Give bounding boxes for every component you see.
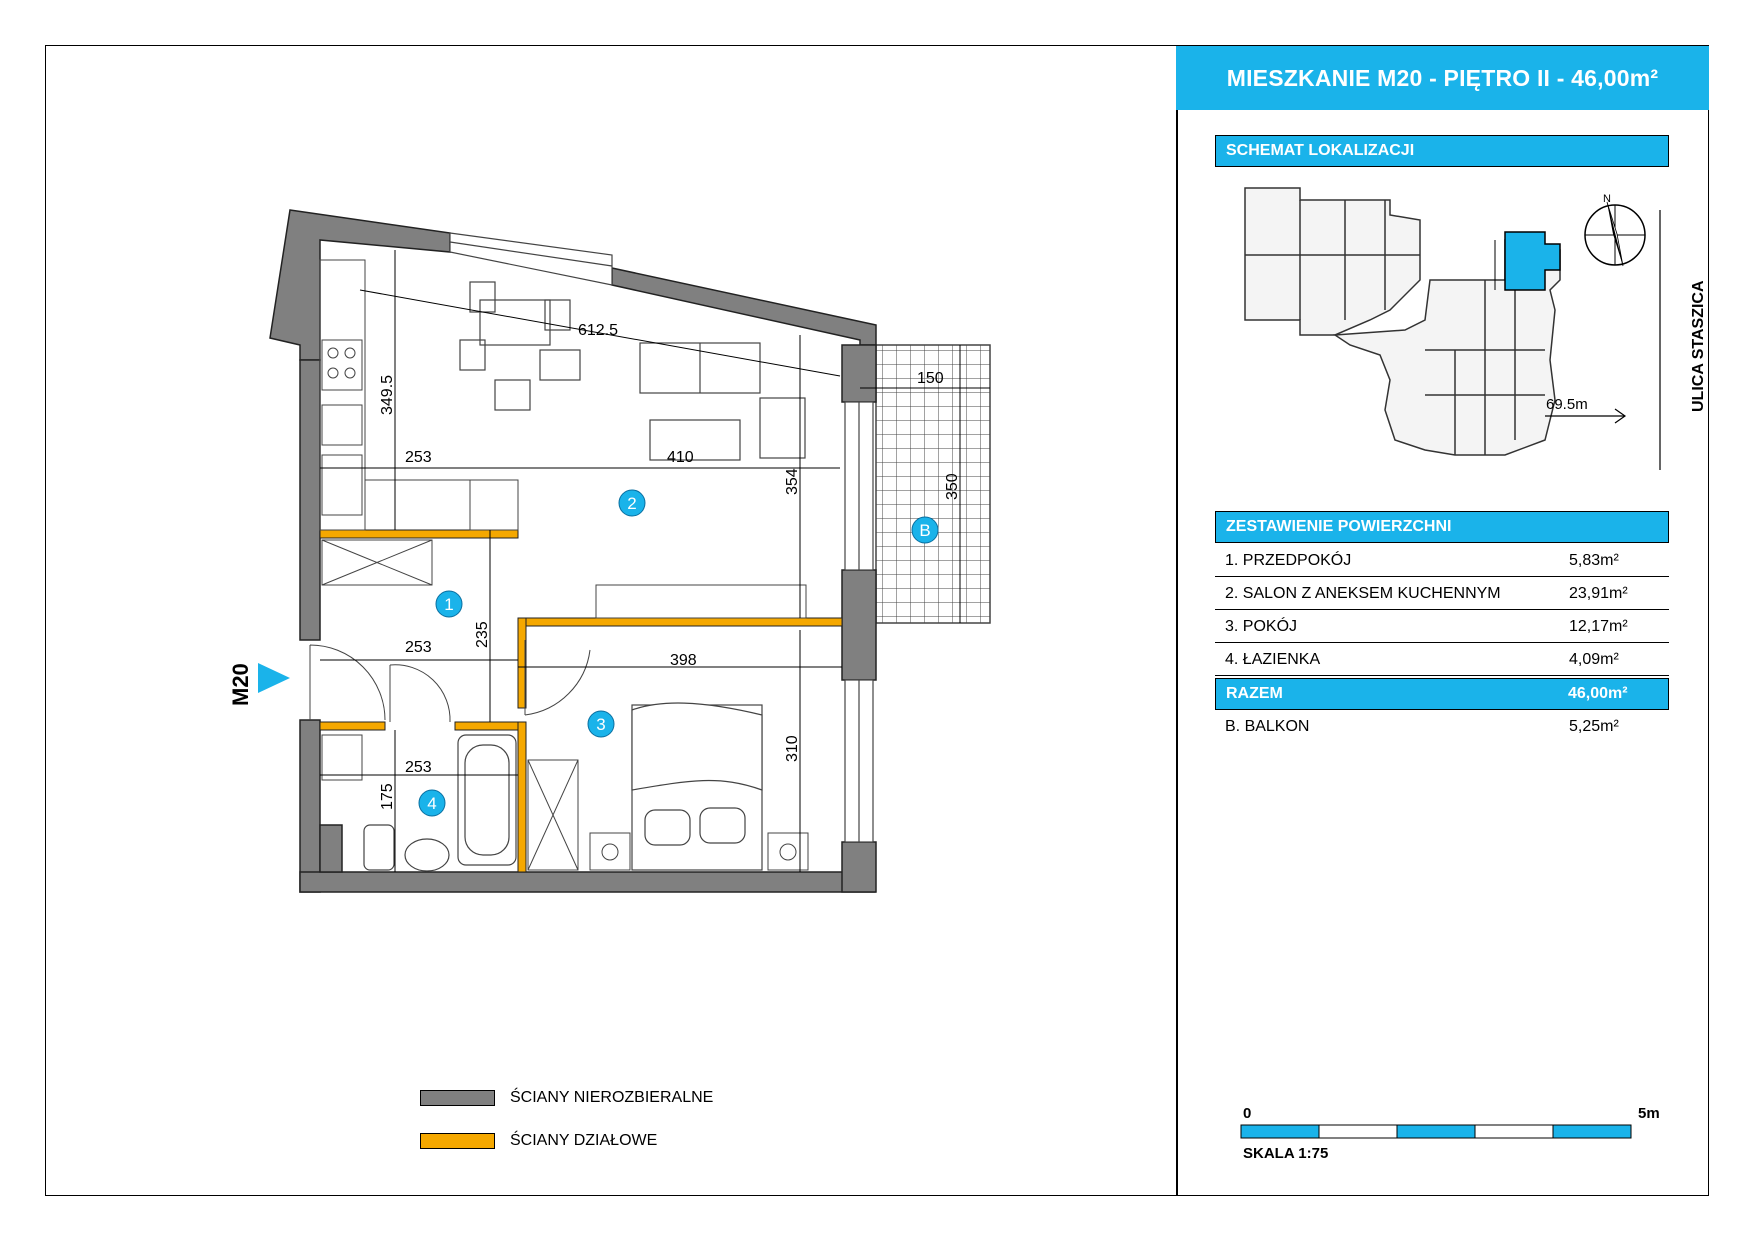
- dim-349-5: 349.5: [379, 374, 396, 415]
- unit-label: M20: [228, 663, 253, 706]
- washing-machine: [322, 735, 362, 780]
- dim-354: 354: [784, 468, 801, 495]
- area-row-name: 4. ŁAZIENKA: [1225, 650, 1321, 668]
- dim-612-5: 612.5: [578, 322, 619, 339]
- area-total-value: 46,00m²: [1568, 685, 1628, 702]
- bathtub: [458, 735, 516, 865]
- north-label: N: [1603, 193, 1611, 205]
- legend-swatch-load-bearing: [420, 1090, 495, 1106]
- room-b-label: B: [919, 521, 931, 540]
- balcony-name: B. BALKON: [1225, 718, 1310, 735]
- balcony-row: [1215, 711, 1669, 743]
- area-row-name: 2. SALON Z ANEKSEM KUCHENNYM: [1225, 584, 1501, 602]
- entrance-arrow-icon: [258, 663, 290, 693]
- doors: [310, 640, 590, 722]
- area-row-name: 3. POKÓJ: [1225, 617, 1298, 635]
- area-row: [1215, 545, 1669, 577]
- dim-253-a: 253: [405, 449, 432, 466]
- apartment-title: [1176, 46, 1709, 110]
- room-4-label: 4: [427, 794, 437, 813]
- distance-label: 69.5m: [1546, 396, 1588, 413]
- dim-253-b: 253: [405, 639, 432, 656]
- scale-caption: SKALA 1:75: [1243, 1145, 1329, 1162]
- dim-398: 398: [670, 652, 697, 669]
- area-row: [1215, 611, 1669, 643]
- areas-heading-text: ZESTAWIENIE POWIERZCHNI: [1226, 518, 1452, 535]
- dim-310: 310: [784, 735, 801, 762]
- apartment-title-text: MIESZKANIE M20 - PIĘTRO II - 46,00m²: [1226, 64, 1659, 91]
- dim-150: 150: [917, 370, 944, 387]
- area-row-value: 12,17m²: [1569, 617, 1628, 635]
- location-heading-text: SCHEMAT LOKALIZACJI: [1226, 142, 1415, 159]
- room-1-label: 1: [444, 595, 454, 614]
- legend-label-partition: ŚCIANY DZIAŁOWE: [510, 1132, 658, 1149]
- building-outline: [1245, 188, 1560, 455]
- dim-410: 410: [667, 449, 694, 466]
- balcony-value: 5,25m²: [1569, 718, 1619, 735]
- window-top: [450, 233, 612, 285]
- legend-label-load-bearing: ŚCIANY NIEROZBIERALNE: [510, 1089, 714, 1106]
- toilet: [364, 825, 394, 870]
- location-heading: [1215, 135, 1669, 167]
- area-total-row: [1215, 678, 1669, 710]
- areas-heading: [1215, 511, 1669, 543]
- room-3-label: 3: [596, 715, 606, 734]
- scale-bar: [1240, 1124, 1645, 1140]
- room-2-label: 2: [627, 494, 637, 513]
- dim-253-c: 253: [405, 759, 432, 776]
- partition-walls: [320, 530, 842, 872]
- scale-end: 5m: [1638, 1105, 1660, 1122]
- load-bearing-walls: [270, 210, 876, 892]
- area-row: [1215, 578, 1669, 610]
- washbasin: [405, 839, 449, 871]
- location-schematic: [1205, 180, 1675, 500]
- area-row-value: 5,83m²: [1569, 551, 1619, 569]
- dining-table: [460, 282, 580, 410]
- dim-235: 235: [474, 621, 491, 648]
- tv-unit: [596, 585, 806, 618]
- bed: [632, 703, 762, 870]
- area-row: [1215, 644, 1669, 676]
- north-arrow-icon: [1585, 202, 1645, 266]
- legend-swatch-partition: [420, 1133, 495, 1149]
- wardrobe: [322, 540, 432, 585]
- scale-start: 0: [1243, 1105, 1252, 1122]
- area-row-value: 4,09m²: [1569, 650, 1619, 668]
- area-total-name: RAZEM: [1226, 685, 1283, 702]
- area-row-name: 1. PRZEDPOKÓJ: [1225, 551, 1352, 569]
- sofa: [640, 343, 805, 460]
- area-row-value: 23,91m²: [1569, 584, 1628, 602]
- closet: [528, 760, 578, 870]
- street-label: ULICA STASZICA: [1690, 280, 1707, 412]
- dim-175: 175: [379, 783, 396, 810]
- dim-350: 350: [944, 473, 961, 500]
- panel-divider: [1176, 45, 1178, 1196]
